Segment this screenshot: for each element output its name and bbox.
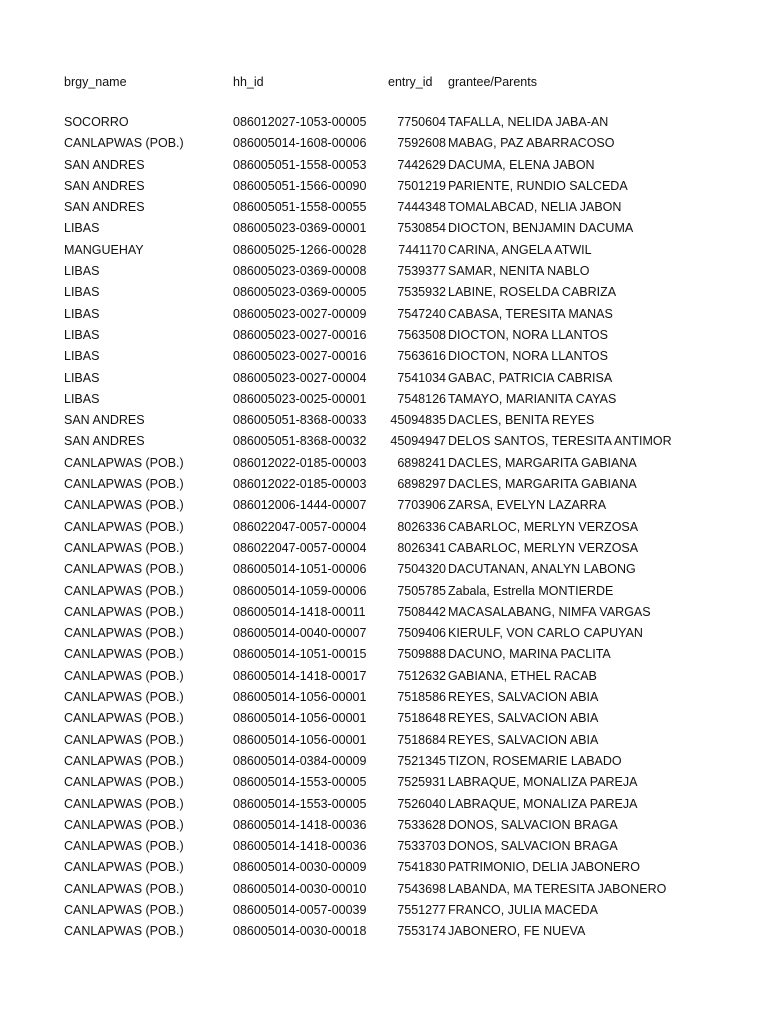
cell-grantee: ZARSA, EVELYN LAZARRA — [448, 498, 607, 513]
cell-hh-id: 086005051-1566-00090 — [233, 178, 367, 193]
cell-entry-id: 7504320 — [397, 562, 446, 577]
cell-grantee: CABARLOC, MERLYN VERZOSA — [448, 519, 639, 534]
cell-hh-id: 086005014-1553-00005 — [233, 796, 367, 811]
cell-grantee: LABRAQUE, MONALIZA PAREJA — [448, 775, 638, 790]
table-row — [0, 496, 768, 517]
cell-brgy-name: CANLAPWAS (POB.) — [64, 604, 184, 619]
cell-hh-id: 086005014-0040-00007 — [233, 626, 367, 641]
cell-hh-id: 086005014-0030-00010 — [233, 881, 367, 896]
cell-grantee: SAMAR, NENITA NABLO — [448, 264, 590, 279]
cell-brgy-name: CANLAPWAS (POB.) — [64, 477, 184, 492]
cell-hh-id: 086005014-0384-00009 — [233, 753, 367, 768]
cell-hh-id: 086005014-1051-00015 — [233, 647, 367, 662]
cell-grantee: GABAC, PATRICIA CABRISA — [448, 370, 613, 385]
cell-hh-id: 086005051-1558-00055 — [233, 200, 367, 215]
cell-hh-id: 086005014-1553-00005 — [233, 775, 367, 790]
cell-brgy-name: SAN ANDRES — [64, 200, 145, 215]
cell-hh-id: 086005023-0369-00001 — [233, 221, 367, 236]
cell-entry-id: 7525931 — [397, 775, 446, 790]
cell-hh-id: 086012006-1444-00007 — [233, 498, 367, 513]
cell-grantee: MACASALABANG, NIMFA VARGAS — [448, 604, 651, 619]
cell-grantee: TIZON, ROSEMARIE LABADO — [448, 753, 622, 768]
cell-grantee: MABAG, PAZ ABARRACOSO — [448, 136, 615, 151]
table-row — [0, 795, 768, 816]
cell-brgy-name: LIBAS — [64, 349, 100, 364]
cell-entry-id: 6898241 — [397, 455, 446, 470]
cell-hh-id: 086005023-0027-00004 — [233, 370, 367, 385]
cell-brgy-name: CANLAPWAS (POB.) — [64, 732, 184, 747]
table-row — [0, 432, 768, 453]
cell-hh-id: 086005023-0027-00009 — [233, 306, 367, 321]
cell-grantee: DACLES, MARGARITA GABIANA — [448, 455, 637, 470]
cell-brgy-name: LIBAS — [64, 306, 100, 321]
cell-hh-id: 086005014-1418-00011 — [233, 604, 366, 619]
cell-entry-id: 7441170 — [398, 242, 446, 257]
table-row — [0, 347, 768, 368]
cell-entry-id: 45094835 — [390, 413, 446, 428]
cell-brgy-name: CANLAPWAS (POB.) — [64, 796, 184, 811]
table-row — [0, 326, 768, 347]
table-row — [0, 219, 768, 240]
header-brgy-name: brgy_name — [64, 75, 127, 89]
cell-grantee: JABONERO, FE NUEVA — [448, 924, 586, 939]
cell-entry-id: 8026341 — [397, 540, 446, 555]
cell-hh-id: 086005014-1418-00036 — [233, 839, 367, 854]
cell-grantee: TAFALLA, NELIDA JABA-AN — [448, 115, 609, 129]
cell-brgy-name: CANLAPWAS (POB.) — [64, 455, 184, 470]
cell-hh-id: 086005014-1418-00017 — [233, 668, 367, 683]
cell-hh-id: 086005014-1418-00036 — [233, 817, 367, 832]
cell-hh-id: 086005014-1059-00006 — [233, 583, 367, 598]
cell-entry-id: 7526040 — [397, 796, 446, 811]
cell-entry-id: 8026336 — [397, 519, 446, 534]
cell-entry-id: 7505785 — [397, 583, 446, 598]
cell-brgy-name: CANLAPWAS (POB.) — [64, 519, 184, 534]
cell-brgy-name: CANLAPWAS (POB.) — [64, 924, 184, 939]
table-row — [0, 582, 768, 603]
table-row — [0, 731, 768, 752]
cell-grantee: DACUTANAN, ANALYN LABONG — [448, 562, 636, 577]
cell-brgy-name: LIBAS — [64, 221, 100, 236]
table-row — [0, 560, 768, 581]
cell-brgy-name: SAN ANDRES — [64, 157, 145, 172]
table-row — [0, 858, 768, 879]
cell-grantee: REYES, SALVACION ABIA — [448, 711, 599, 726]
table-row — [0, 305, 768, 326]
cell-grantee: PARIENTE, RUNDIO SALCEDA — [448, 178, 628, 193]
table-row — [0, 134, 768, 155]
cell-grantee: REYES, SALVACION ABIA — [448, 732, 599, 747]
cell-grantee: GABIANA, ETHEL RACAB — [448, 668, 597, 683]
cell-entry-id: 7551277 — [397, 902, 446, 917]
table-header — [0, 73, 768, 91]
table-row — [0, 113, 768, 134]
cell-entry-id: 7539377 — [397, 264, 446, 279]
cell-hh-id: 086005014-1056-00001 — [233, 732, 367, 747]
cell-hh-id: 086005023-0025-00001 — [233, 391, 367, 406]
header-entry-id: entry_id — [388, 75, 433, 89]
cell-grantee: DELOS SANTOS, TERESITA ANTIMOR — [448, 434, 672, 449]
cell-hh-id: 086022047-0057-00004 — [233, 540, 367, 555]
cell-entry-id: 45094947 — [390, 434, 446, 449]
cell-brgy-name: SAN ANDRES — [64, 434, 145, 449]
table-row — [0, 369, 768, 390]
cell-grantee: CABASA, TERESITA MANAS — [448, 306, 613, 321]
cell-hh-id: 086005014-0057-00039 — [233, 902, 367, 917]
cell-entry-id: 7750604 — [397, 115, 446, 129]
cell-brgy-name: SOCORRO — [64, 115, 129, 129]
table-row — [0, 603, 768, 624]
table-row — [0, 475, 768, 496]
cell-grantee: DACLES, BENITA REYES — [448, 413, 595, 428]
table-row — [0, 922, 768, 943]
cell-grantee: PATRIMONIO, DELIA JABONERO — [448, 860, 640, 875]
cell-brgy-name: LIBAS — [64, 264, 100, 279]
cell-entry-id: 7563616 — [397, 349, 446, 364]
cell-grantee: DIOCTON, NORA LLANTOS — [448, 349, 608, 364]
cell-brgy-name: CANLAPWAS (POB.) — [64, 711, 184, 726]
cell-hh-id: 086005023-0027-00016 — [233, 349, 367, 364]
cell-brgy-name: CANLAPWAS (POB.) — [64, 817, 184, 832]
cell-brgy-name: CANLAPWAS (POB.) — [64, 626, 184, 641]
table-row — [0, 752, 768, 773]
cell-grantee: DONOS, SALVACION BRAGA — [448, 839, 618, 854]
cell-hh-id: 086005051-8368-00032 — [233, 434, 367, 449]
cell-brgy-name: LIBAS — [64, 327, 100, 342]
cell-hh-id: 086005014-1608-00006 — [233, 136, 367, 151]
cell-entry-id: 7521345 — [397, 753, 446, 768]
cell-brgy-name: LIBAS — [64, 285, 100, 300]
cell-brgy-name: CANLAPWAS (POB.) — [64, 583, 184, 598]
cell-entry-id: 7518648 — [397, 711, 446, 726]
cell-entry-id: 7541830 — [397, 860, 446, 875]
table-row — [0, 667, 768, 688]
cell-hh-id: 086005014-0030-00018 — [233, 924, 367, 939]
table-row — [0, 390, 768, 411]
table-row — [0, 880, 768, 901]
table-row — [0, 283, 768, 304]
cell-grantee: LABRAQUE, MONALIZA PAREJA — [448, 796, 638, 811]
cell-hh-id: 086005014-1056-00001 — [233, 690, 367, 705]
header-hh-id: hh_id — [233, 75, 264, 89]
cell-entry-id: 7541034 — [397, 370, 446, 385]
cell-entry-id: 7509888 — [397, 647, 446, 662]
cell-entry-id: 7518586 — [397, 690, 446, 705]
cell-brgy-name: CANLAPWAS (POB.) — [64, 690, 184, 705]
cell-entry-id: 7592608 — [397, 136, 446, 151]
cell-brgy-name: MANGUEHAY — [64, 242, 144, 257]
cell-grantee: REYES, SALVACION ABIA — [448, 690, 599, 705]
cell-entry-id: 7518684 — [397, 732, 446, 747]
table-row — [0, 837, 768, 858]
table-row — [0, 241, 768, 262]
cell-grantee: CABARLOC, MERLYN VERZOSA — [448, 540, 639, 555]
cell-grantee: CARINA, ANGELA ATWIL — [448, 242, 592, 257]
cell-grantee: DIOCTON, BENJAMIN DACUMA — [448, 221, 634, 236]
cell-brgy-name: CANLAPWAS (POB.) — [64, 753, 184, 768]
table-row — [0, 645, 768, 666]
cell-grantee: DONOS, SALVACION BRAGA — [448, 817, 618, 832]
cell-entry-id: 6898297 — [397, 477, 446, 492]
cell-entry-id: 7553174 — [397, 924, 446, 939]
cell-brgy-name: SAN ANDRES — [64, 178, 145, 193]
cell-grantee: Zabala, Estrella MONTIERDE — [448, 583, 614, 598]
table-row — [0, 539, 768, 560]
cell-entry-id: 7508442 — [397, 604, 446, 619]
table-row — [0, 518, 768, 539]
cell-brgy-name: CANLAPWAS (POB.) — [64, 136, 184, 151]
cell-brgy-name: SAN ANDRES — [64, 413, 145, 428]
cell-entry-id: 7563508 — [397, 327, 446, 342]
cell-entry-id: 7548126 — [397, 391, 446, 406]
cell-grantee: DACUNO, MARINA PACLITA — [448, 647, 611, 662]
cell-brgy-name: LIBAS — [64, 391, 100, 406]
cell-hh-id: 086005023-0369-00008 — [233, 264, 367, 279]
table-row — [0, 901, 768, 922]
cell-grantee: DACUMA, ELENA JABON — [448, 157, 595, 172]
cell-hh-id: 086005014-1051-00006 — [233, 562, 367, 577]
cell-hh-id: 086005051-8368-00033 — [233, 413, 367, 428]
cell-entry-id: 7535932 — [397, 285, 446, 300]
header-grantee: grantee/Parents — [448, 75, 537, 89]
cell-grantee: DIOCTON, NORA LLANTOS — [448, 327, 608, 342]
cell-entry-id: 7509406 — [397, 626, 446, 641]
cell-grantee: LABINE, ROSELDA CABRIZA — [448, 285, 617, 300]
cell-brgy-name: CANLAPWAS (POB.) — [64, 562, 184, 577]
cell-hh-id: 086005023-0369-00005 — [233, 285, 367, 300]
cell-hh-id: 086005025-1266-00028 — [233, 242, 367, 257]
table-row — [0, 262, 768, 283]
cell-hh-id: 086005014-1056-00001 — [233, 711, 367, 726]
table-row — [0, 454, 768, 475]
cell-entry-id: 7547240 — [397, 306, 446, 321]
cell-grantee: LABANDA, MA TERESITA JABONERO — [448, 881, 667, 896]
table-row — [0, 816, 768, 837]
cell-entry-id: 7512632 — [397, 668, 446, 683]
cell-hh-id: 086012027-1053-00005 — [233, 115, 367, 129]
table-row — [0, 709, 768, 730]
cell-hh-id: 086005023-0027-00016 — [233, 327, 367, 342]
cell-entry-id: 7444348 — [397, 200, 446, 215]
cell-brgy-name: CANLAPWAS (POB.) — [64, 839, 184, 854]
table-row — [0, 773, 768, 794]
cell-hh-id: 086005051-1558-00053 — [233, 157, 367, 172]
table-row — [0, 411, 768, 432]
table-row — [0, 198, 768, 219]
cell-brgy-name: CANLAPWAS (POB.) — [64, 860, 184, 875]
cell-brgy-name: CANLAPWAS (POB.) — [64, 902, 184, 917]
table-body — [0, 113, 768, 944]
cell-brgy-name: CANLAPWAS (POB.) — [64, 881, 184, 896]
cell-grantee: KIERULF, VON CARLO CAPUYAN — [448, 626, 643, 641]
cell-brgy-name: LIBAS — [64, 370, 100, 385]
cell-hh-id: 086012022-0185-00003 — [233, 477, 367, 492]
cell-entry-id: 7703906 — [397, 498, 446, 513]
cell-entry-id: 7530854 — [397, 221, 446, 236]
cell-hh-id: 086022047-0057-00004 — [233, 519, 367, 534]
cell-entry-id: 7543698 — [397, 881, 446, 896]
cell-brgy-name: CANLAPWAS (POB.) — [64, 647, 184, 662]
cell-grantee: FRANCO, JULIA MACEDA — [448, 902, 599, 917]
cell-brgy-name: CANLAPWAS (POB.) — [64, 540, 184, 555]
table-row — [0, 177, 768, 198]
table-row — [0, 624, 768, 645]
cell-brgy-name: CANLAPWAS (POB.) — [64, 668, 184, 683]
cell-entry-id: 7533628 — [397, 817, 446, 832]
cell-grantee: DACLES, MARGARITA GABIANA — [448, 477, 637, 492]
cell-grantee: TOMALABCAD, NELIA JABON — [448, 200, 622, 215]
cell-entry-id: 7442629 — [397, 157, 446, 172]
cell-grantee: TAMAYO, MARIANITA CAYAS — [448, 391, 617, 406]
cell-entry-id: 7533703 — [397, 839, 446, 854]
table-row — [0, 156, 768, 177]
cell-entry-id: 7501219 — [397, 178, 446, 193]
cell-brgy-name: CANLAPWAS (POB.) — [64, 498, 184, 513]
cell-brgy-name: CANLAPWAS (POB.) — [64, 775, 184, 790]
table-row — [0, 688, 768, 709]
cell-hh-id: 086005014-0030-00009 — [233, 860, 367, 875]
cell-hh-id: 086012022-0185-00003 — [233, 455, 367, 470]
